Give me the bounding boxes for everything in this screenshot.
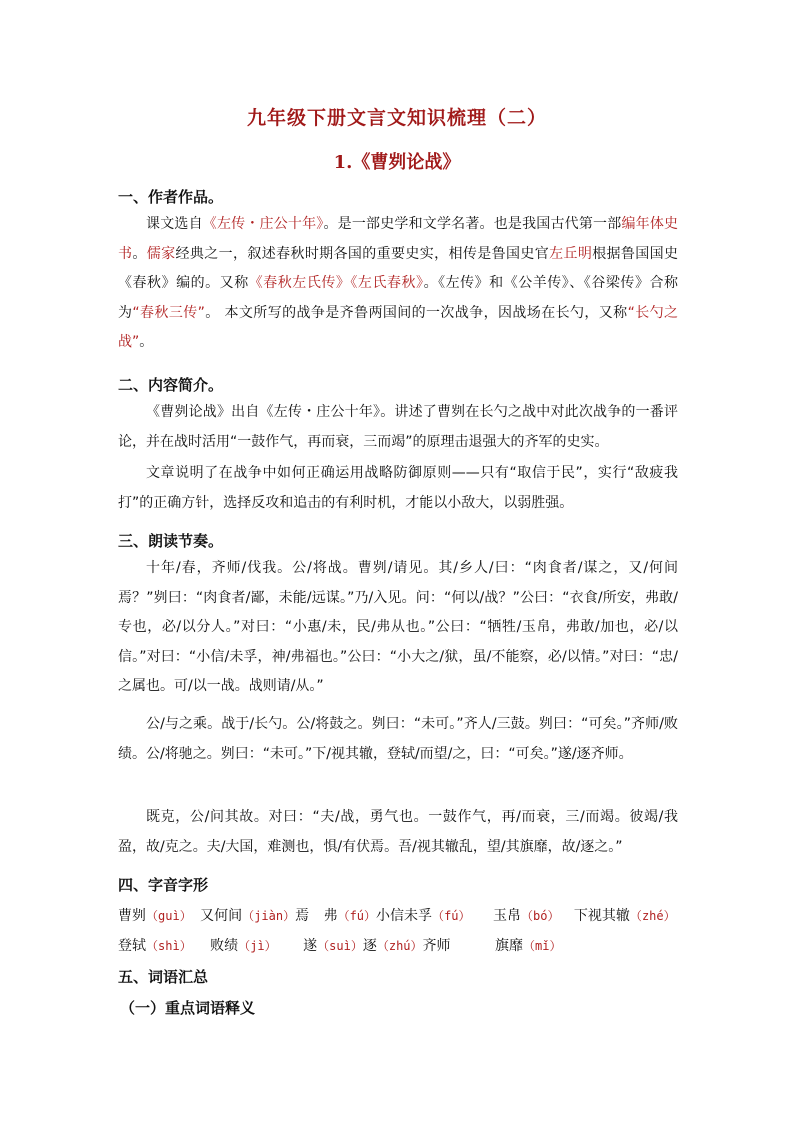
section-heading-pronunciation: 四、字音字形 bbox=[118, 876, 209, 894]
pron-item: 下视其辙（zhé） bbox=[573, 908, 676, 924]
highlight-confucian: 儒家 bbox=[146, 245, 176, 262]
summary-paragraph-1: 《曹刿论战》出自《左传・庄公十年》。讲述了曹刿在长勺之战中对此次战争的一番评论，并在战时活用“一鼓作气，再而衰，三而竭”的原理击退强大的齐军的史实。 bbox=[118, 404, 678, 450]
text-segment: 。 本文所写的战争是齐鲁两国间的一次战争，因战场在长勺，又称 bbox=[204, 304, 628, 321]
pronunciation-row-2 bbox=[118, 935, 561, 955]
rhythm-paragraph-2: 公/与之乘。战于/长勺。公/将鼓之。刿曰：“未可。”齐人/三鼓。刿曰：“可矣。”齐师/败绩。公/将驰之。刿曰：“未可。”下/视其辙，登轼/而望/之，曰：“可矣。”遂/逐齐师。 bbox=[118, 716, 678, 762]
page-title: 九年级下册文言文知识梳理（二） bbox=[246, 107, 547, 129]
subsection-heading-key-words: （一）重点词语释义 bbox=[120, 999, 256, 1017]
text-segment: 。 bbox=[139, 334, 154, 351]
lesson-title: 1.《曹刿论战》 bbox=[333, 152, 461, 173]
section-heading-author: 一、作者作品。 bbox=[118, 188, 224, 206]
section-heading-summary: 二、内容简介。 bbox=[118, 376, 224, 394]
pron-item: 遂（suì）逐（zhú）齐师 bbox=[303, 938, 451, 954]
section-heading-rhythm: 三、朗读节奏。 bbox=[118, 532, 224, 550]
text-segment: 经典之一，叙述春秋时期各国的重要史实，相传是鲁国史官 bbox=[175, 245, 550, 262]
rhythm-paragraph-3: 既克，公/问其故。对曰：“夫/战，勇气也。一鼓作气，再/而衰，三/而竭。彼竭/我盈，故/克之。夫/大国，难测也，惧/有伏焉。吾/视其辙乱，望/其旗靡，故/逐之。” bbox=[118, 809, 678, 855]
pron-item: 弗（fú）小信未孚（fú） bbox=[323, 908, 471, 924]
highlight-three-commentaries: “春秋三传” bbox=[132, 304, 205, 321]
rhythm-paragraph-1: 十年/春，齐师/伐我。公/将战。曹刿/请见。其/乡人/曰：“肉食者/谋之，又/何间焉？”刿曰：“肉食者/鄙，未能/远谋。”乃/入见。问：“何以/战？”公曰：“衣食/所安，弗敢/专也，必/以分人。”对曰：“小惠/未，民/弗从也。”公曰：“牺牲/玉帛，弗敢/加也，必/以信。”对曰：“小信/未孚，神/弗福也。”公曰：“小大之/狱，虽/不能察，必/以情。”对曰：“忠/之属也。可/以一战。战则请/从。” bbox=[118, 560, 678, 695]
text-segment: 课文选自 bbox=[146, 216, 203, 232]
pronunciation-row-1 bbox=[118, 905, 676, 925]
highlight-alt-names: 《春秋左氏传》《左氏春秋》 bbox=[248, 275, 424, 292]
pron-item: 旗靡（mǐ） bbox=[495, 938, 562, 954]
section-heading-vocabulary: 五、词语汇总 bbox=[118, 968, 209, 986]
pron-item: 曹刿（guì） bbox=[118, 908, 192, 924]
highlight-author: 左丘明 bbox=[549, 245, 593, 262]
highlight-source: 《左传・庄公十年》 bbox=[202, 216, 324, 232]
pron-item: 败绩（jì） bbox=[210, 938, 277, 954]
text-segment: 。是一部史学和文学名著。也是我国古代第一部 bbox=[323, 216, 622, 232]
pron-item: 又何间（jiàn）焉 bbox=[200, 908, 310, 924]
highlight-genre: 编年体史书 bbox=[118, 216, 679, 262]
author-paragraph bbox=[118, 210, 678, 358]
text-segment: 根据鲁国国史《春秋》编的。又称 bbox=[118, 245, 679, 292]
text-segment: 。《左传》和《公羊传》、《谷梁传》合称为 bbox=[118, 275, 679, 321]
text-segment: 。 bbox=[132, 245, 147, 262]
pron-item: 玉帛（bó） bbox=[492, 908, 560, 924]
summary-paragraph-2: 文章说明了在战争中如何正确运用战略防御原则——只有“取信于民”，实行“敌疲我打”的正确方针，选择反攻和追击的有利时机，才能以小敌大，以弱胜强。 bbox=[118, 465, 678, 511]
pron-item: 登轼（shì） bbox=[118, 938, 192, 954]
highlight-battle-name: “长勺之战” bbox=[118, 304, 678, 351]
